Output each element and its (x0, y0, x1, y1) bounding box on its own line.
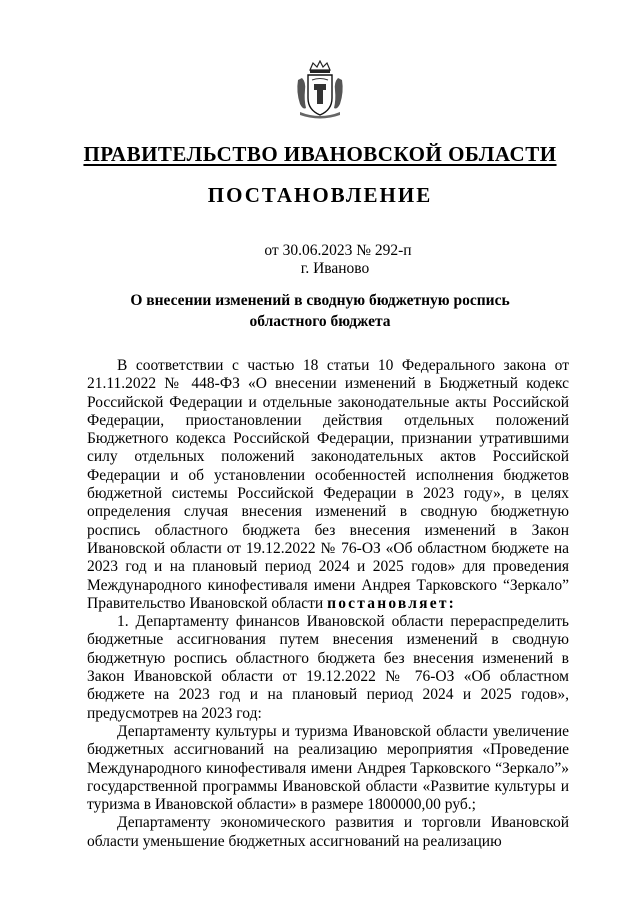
economy-paragraph: Департаменту экономического развития и торговли Ивановской области уменьшение бюджетных ассигнований на реализацию (87, 814, 569, 850)
document-body (87, 357, 569, 851)
coat-of-arms-emblem (294, 60, 346, 120)
document-subject (0, 290, 640, 332)
government-title (0, 142, 640, 167)
subject-line-1: О внесении изменений в сводную бюджетную роспись (130, 292, 510, 309)
decree-word: постановляет (327, 594, 449, 612)
government-title-text: ПРАВИТЕЛЬСТВО ИВАНОВСКОЙ ОБЛАСТИ (83, 142, 557, 166)
decree-colon: : (448, 594, 457, 612)
preamble-text: В соответствии с частью 18 статьи 10 Федерального закона от 21.11.2022 № 448-ФЗ «О внесении изменений в Бюджетный кодекс Российской Федерации и отдельные законодательные акты Российской Федерации, приостановлении действия отдельных положений Бюджетного кодекса Российской Федерации, признании утратившими силу отдельных положений законодательных актов Российской Федерации и об установлении особенностей исполнения бюджетов бюджетной системы Российской Федерации в 2023 году», в целях определения случая внесения изменений в сводную бюджетную роспись областного бюджета без внесения изменений в Закон Ивановской области от 19.12.2022 № 76-ОЗ «Об областном бюджете на 2023 год и на плановый период 2024 и 2025 годов» для проведения Международного кинофестиваля имени Андрея Тарковского “Зеркало” Правительство Ивановской области (87, 357, 569, 612)
culture-paragraph: Департаменту культуры и туризма Ивановской области увеличение бюджетных ассигнований на реализацию мероприятия «Проведение Международного кинофестиваля имени Андрея Тарковского “Зеркало”» государственной программы Ивановской области «Развитие культуры и туризма в Ивановской области» в размере 1800000,00 руб.; (87, 722, 569, 814)
item-1-paragraph: 1. Департаменту финансов Ивановской области перераспределить бюджетные ассигнования путем внесения изменений в сводную бюджетную роспись областного бюджета без внесения изменений в Закон Ивановской области от 19.12.2022 № 76-ОЗ «Об областном бюджете на 2023 год и на плановый период 2024 и 2025 годов», предусмотрев на 2023 год: (87, 613, 569, 722)
document-type: ПОСТАНОВЛЕНИЕ (207, 183, 433, 207)
subject-line-2: областного бюджета (249, 313, 391, 330)
preamble-paragraph (87, 357, 569, 613)
document-city: г. Иваново (300, 260, 370, 277)
document-date-number: от 30.06.2023 № 292-п (264, 242, 412, 259)
